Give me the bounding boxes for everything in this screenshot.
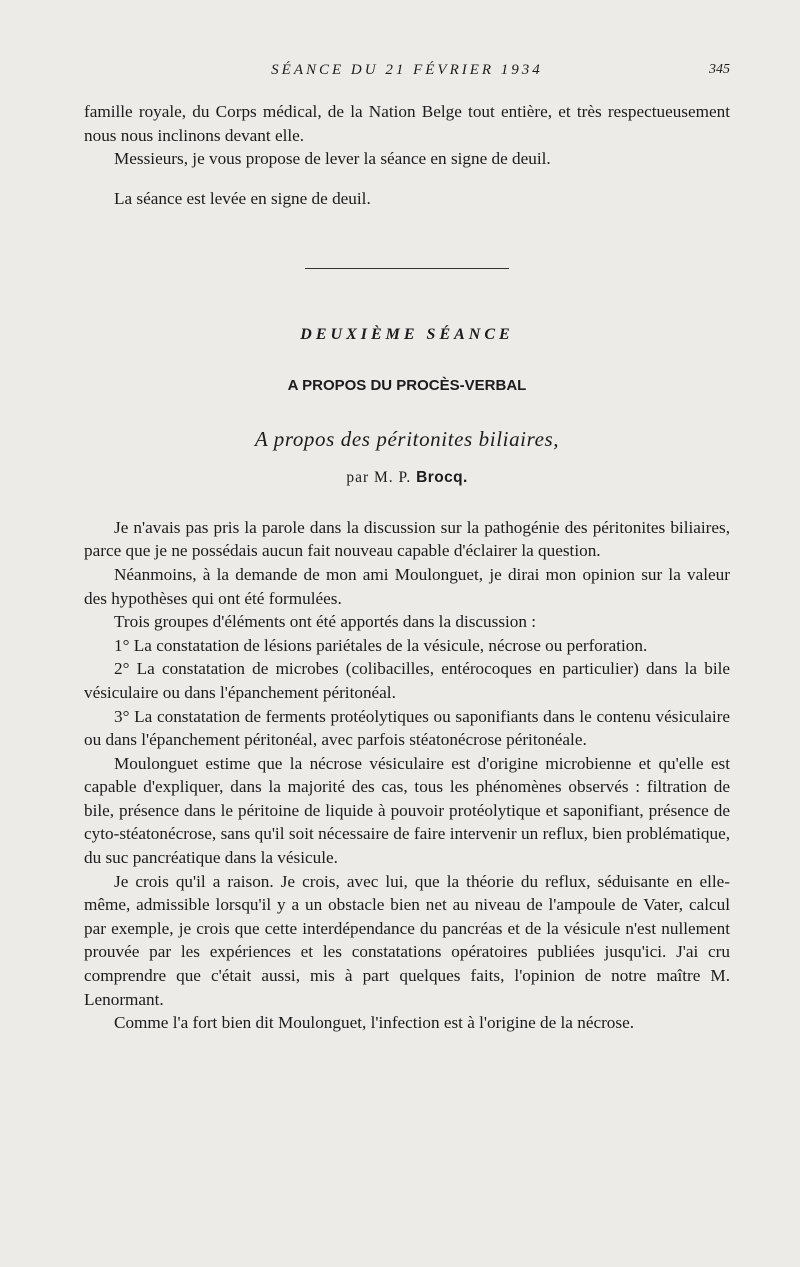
paragraph: Je n'avais pas pris la parole dans la discussion sur la pathogénie des péritonites biliaires, parce que je ne possédais aucun fait nouveau capable d'éclairer la question. <box>84 517 730 561</box>
page-header <box>84 62 730 86</box>
paragraph: Trois groupes d'éléments ont été apportés dans la discussion : <box>114 612 537 632</box>
article-text <box>84 516 730 1035</box>
article-author <box>84 466 730 490</box>
list-item: 3° La constatation de ferments protéolytiques ou saponifiants dans le contenu vésiculaire ou dans l'épanchement péritonéal, avec parfois stéatonécrose péritonéale. <box>84 706 730 750</box>
section-heading: A PROPOS DU PROCÈS-VERBAL <box>287 376 527 394</box>
list-item: 2° La constatation de microbes (colibacilles, entérocoques en particulier) dans la bile vésiculaire ou dans l'épanchement péritonéal. <box>84 659 730 702</box>
session-closing: La séance est levée en signe de deuil. <box>114 188 371 208</box>
paragraph: Je crois qu'il a raison. Je crois, avec lui, que la théorie du reflux, séduisante en elle-même, admissible lorsqu'il y a un obstacle bien net au niveau de l'ampoule de Vater, calcul par exemple, je crois que cette interdépendance du pancréas et de la vésicule n'est nullement prouvée par les expériences et les constatations opératoires publiées jusqu'ici. J'ai cru comprendre que c'était aussi, mis à part quelques faits, l'opinion de notre maître M. Lenormant. <box>84 871 730 1009</box>
running-title: SÉANCE DU 21 FÉVRIER 1934 <box>271 62 543 78</box>
author-prefix: par M. P. <box>346 469 412 487</box>
intro-continuation: famille royale, du Corps médical, de la Nation Belge tout entière, et très respectueusement nous nous inclinons devant elle. <box>84 102 730 145</box>
intro-proposal: Messieurs, je vous propose de lever la séance en signe de deuil. <box>114 149 551 169</box>
page-number: 345 <box>709 62 730 77</box>
list-item: 1° La constatation de lésions pariétales de la vésicule, nécrose ou perforation. <box>114 635 648 655</box>
session-heading: DEUXIÈME SÉANCE <box>300 326 514 344</box>
section-divider <box>305 268 509 269</box>
author-name: Brocq. <box>416 469 468 487</box>
paragraph: Comme l'a fort bien dit Moulonguet, l'infection est à l'origine de la nécrose. <box>114 1013 635 1033</box>
paragraph: Moulonguet estime que la nécrose vésiculaire est d'origine microbienne et qu'elle est capable d'expliquer, dans la majorité des cas, tous les phénomènes observés : filtration de bile, présence dans le péritoine de liquide à pouvoir protéolytique et saponifiant, présence de cyto-stéatonécrose, sans qu'il soit nécessaire de faire intervenir un reflux, bien problématique, du suc pancréatique dans la vésicule. <box>84 753 730 868</box>
article-title: A propos des péritonites biliaires, <box>254 426 560 451</box>
page-body <box>84 100 730 1035</box>
paragraph: Néanmoins, à la demande de mon ami Moulonguet, je dirai mon opinion sur la valeur des hypothèses qui ont été formulées. <box>84 564 730 608</box>
